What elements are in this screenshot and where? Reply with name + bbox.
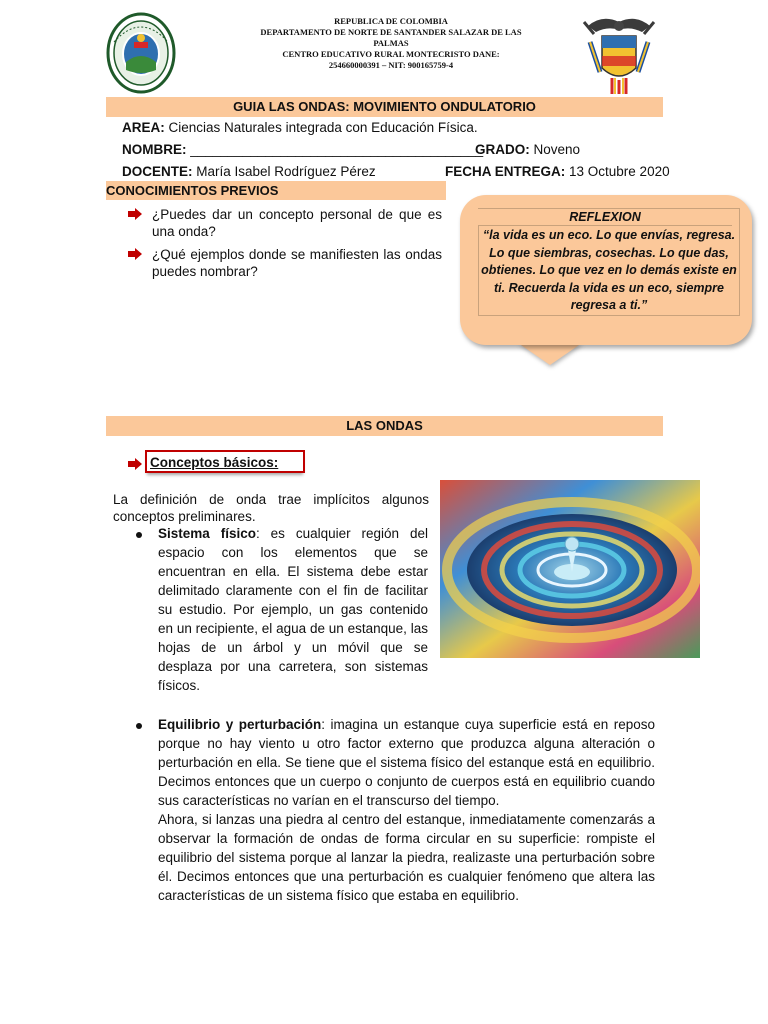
arrow-icon (128, 248, 142, 260)
area-label: AREA: (122, 120, 165, 135)
header-line: REPUBLICA DE COLOMBIA (334, 16, 448, 26)
question-text: ¿Puedes dar un concepto personal de que es una onda? (152, 207, 442, 239)
header-line: 254660000391 – NIT: 900165759-4 (328, 60, 454, 70)
equilibrio-term: Equilibrio y perturbación (158, 717, 322, 732)
fecha-label: FECHA ENTREGA: (445, 164, 566, 179)
arrow-icon (128, 458, 142, 470)
school-seal-logo (106, 12, 176, 94)
fecha-value: 13 Octubre 2020 (569, 164, 670, 179)
equilibrio-paragraph (158, 715, 655, 810)
question-text: ¿Qué ejemplos donde se manifiesten las ondas puedes nombrar? (152, 247, 442, 279)
reflection-quote: “la vida es un eco. Lo que envías, regresa. Lo que siembras, cosechas. Lo que das, obtienes. Lo que vez en lo demás existe en ti. Recuerda la vida es un eco, siempre regresa a ti.” (481, 228, 737, 313)
nombre-label: NOMBRE: (122, 142, 187, 157)
reflection-title: REFLEXION (478, 209, 732, 226)
header-line: DEPARTAMENTO DE NORTE DE SANTANDER SALAZAR DE LAS PALMAS (260, 27, 522, 48)
bullet-icon (136, 532, 142, 538)
speech-bubble-tail (518, 343, 582, 365)
area-value: Ciencias Naturales integrada con Educación Física. (168, 120, 478, 135)
sistema-paragraph (158, 524, 428, 695)
equilibrio-text: : imagina un estanque cuya superficie está en reposo porque no hay viento u otro factor externo que produzca alguna alteración o perturbación en ella. Se tiene que el sistema físico del estanque está en equilibrio. Decimos entonces que un cuerpo o conjunto de cuerpos está en equilibrio cuando sus características no varían en el transcurso del tiempo. (158, 717, 656, 808)
docente-value: María Isabel Rodríguez Pérez (196, 164, 376, 179)
fecha-field (445, 163, 670, 181)
grado-label: GRADO: (475, 142, 530, 157)
prior-knowledge-heading: CONOCIMIENTOS PREVIOS (106, 181, 446, 200)
question-item (128, 246, 442, 280)
colombia-coat-of-arms (582, 12, 656, 96)
sistema-text: : es cualquier región del espacio con los elementos que se encuentran en ella. El sistema debe estar delimitado claramente con el fin de facilitar su estudio. Por ejemplo, un gas contenido en un recipiente, el agua de un estanque, las hojas de un árbol y un móvil que se desplaza por una carretera, son sistemas físicos. (158, 526, 428, 693)
institution-header (250, 16, 532, 71)
docente-field (122, 163, 376, 181)
grado-field (475, 141, 580, 159)
water-drop-ripples-photo (440, 480, 700, 658)
grado-value: Noveno (533, 142, 581, 157)
perturbacion-paragraph: Ahora, si lanzas una piedra al centro del estanque, inmediatamente comenzarás a observar la formación de ondas de forma circular en su superficie: rompiste el equilibrio del sistema porque al lanzar la piedra, realizaste una perturbación sobre él. Decimos entonces que una perturbación es cualquier fenómeno que altera las características de un sistema físico que estaba en equilibrio. (158, 812, 655, 903)
arrow-icon (128, 208, 142, 220)
bullet-icon (136, 723, 142, 729)
nombre-blank: _______________________________________ (190, 142, 484, 157)
section-heading: LAS ONDAS (106, 416, 663, 436)
area-field (122, 119, 478, 137)
question-item (128, 206, 442, 240)
docente-label: DOCENTE: (122, 164, 193, 179)
guide-title: GUIA LAS ONDAS: MOVIMIENTO ONDULATORIO (106, 97, 663, 117)
intro-paragraph: La definición de onda trae implícitos algunos conceptos preliminares. (113, 492, 429, 524)
header-line: CENTRO EDUCATIVO RURAL MONTECRISTO DANE: (282, 49, 500, 59)
sistema-term: Sistema físico (158, 526, 256, 541)
concepts-label: Conceptos básicos: (150, 455, 279, 470)
nombre-field (122, 141, 483, 159)
